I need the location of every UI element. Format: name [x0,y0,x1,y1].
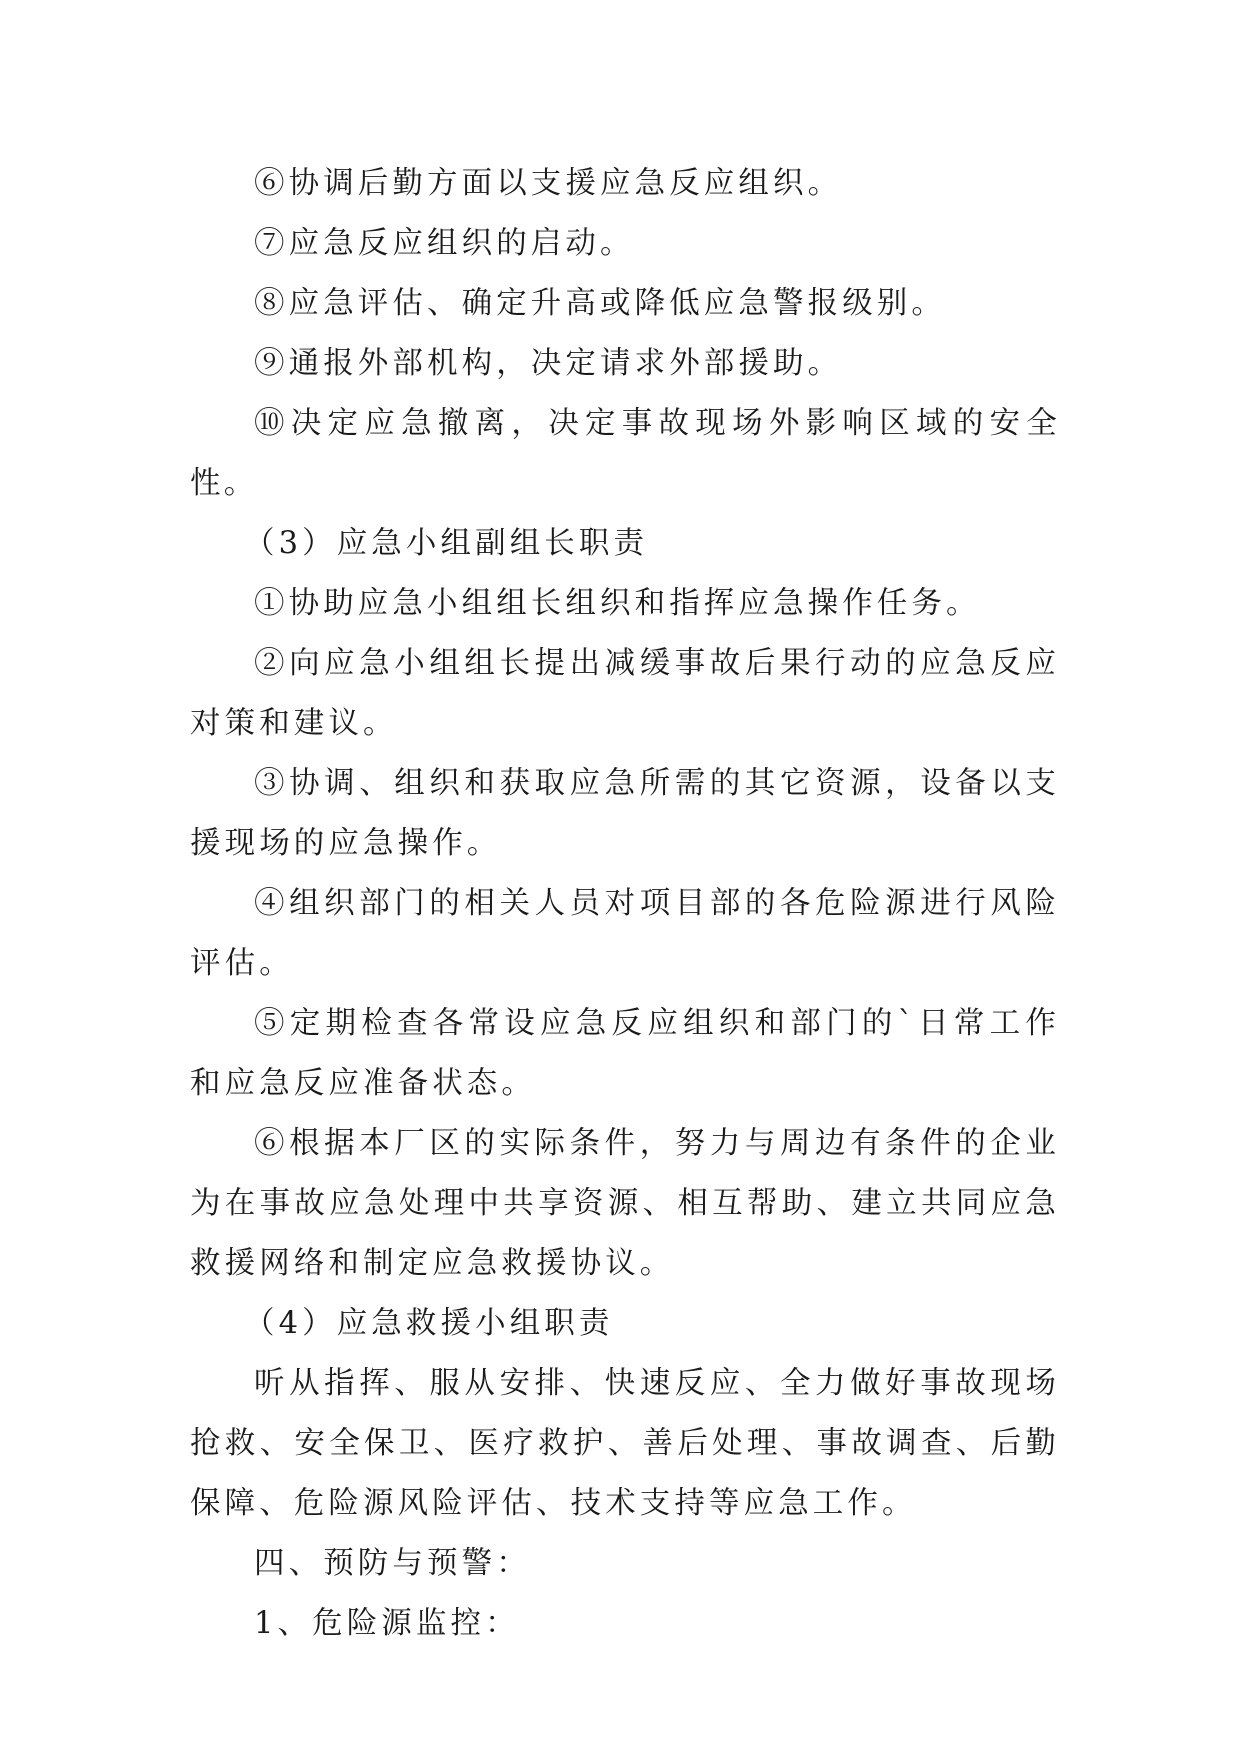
document-body [190,154,1060,1654]
paragraph-deputy-duty-6: ⑥根据本厂区的实际条件，努力与周边有条件的企业为在事故应急处理中共享资源、相互帮助、建立共同应急救援网络和制定应急救援协议。 [190,1126,1060,1281]
paragraph-deputy-duty-2: ②向应急小组组长提出减缓事故后果行动的应急反应对策和建议。 [190,646,1060,741]
paragraph-deputy-duty-5: ⑤定期检查各常设应急反应组织和部门的`日常工作和应急反应准备状态。 [190,1006,1060,1101]
paragraph-deputy-duty-1: ①协助应急小组组长组织和指挥应急操作任务。 [254,586,981,621]
paragraph-duty-7-activation: ⑦应急反应组织的启动。 [254,226,635,261]
section-heading-prevention-warning: 四、预防与预警： [254,1546,531,1581]
paragraph-duty-8-assessment: ⑧应急评估、确定升高或降低应急警报级别。 [254,286,946,321]
paragraph-deputy-duty-3: ③协调、组织和获取应急所需的其它资源，设备以支援现场的应急操作。 [190,766,1060,861]
paragraph-rescue-team-duties: 听从指挥、服从安排、快速反应、全力做好事故现场抢救、安全保卫、医疗救护、善后处理、事故调查、后勤保障、危险源风险评估、技术支持等应急工作。 [190,1366,1060,1521]
section-heading-deputy-leader: （3）应急小组副组长职责 [244,526,649,561]
paragraph-duty-9-notify: ⑨通报外部机构，决定请求外部援助。 [254,346,843,381]
paragraph-deputy-duty-4: ④组织部门的相关人员对项目部的各危险源进行风险评估。 [190,886,1060,981]
section-heading-hazard-monitoring: 1、危险源监控： [254,1606,520,1641]
section-heading-rescue-team: （4）应急救援小组职责 [244,1306,614,1341]
paragraph-duty-10-evacuation: ⑩决定应急撤离，决定事故现场外影响区域的安全性。 [190,406,1060,501]
paragraph-duty-6-logistics: ⑥协调后勤方面以支援应急反应组织。 [254,166,843,201]
